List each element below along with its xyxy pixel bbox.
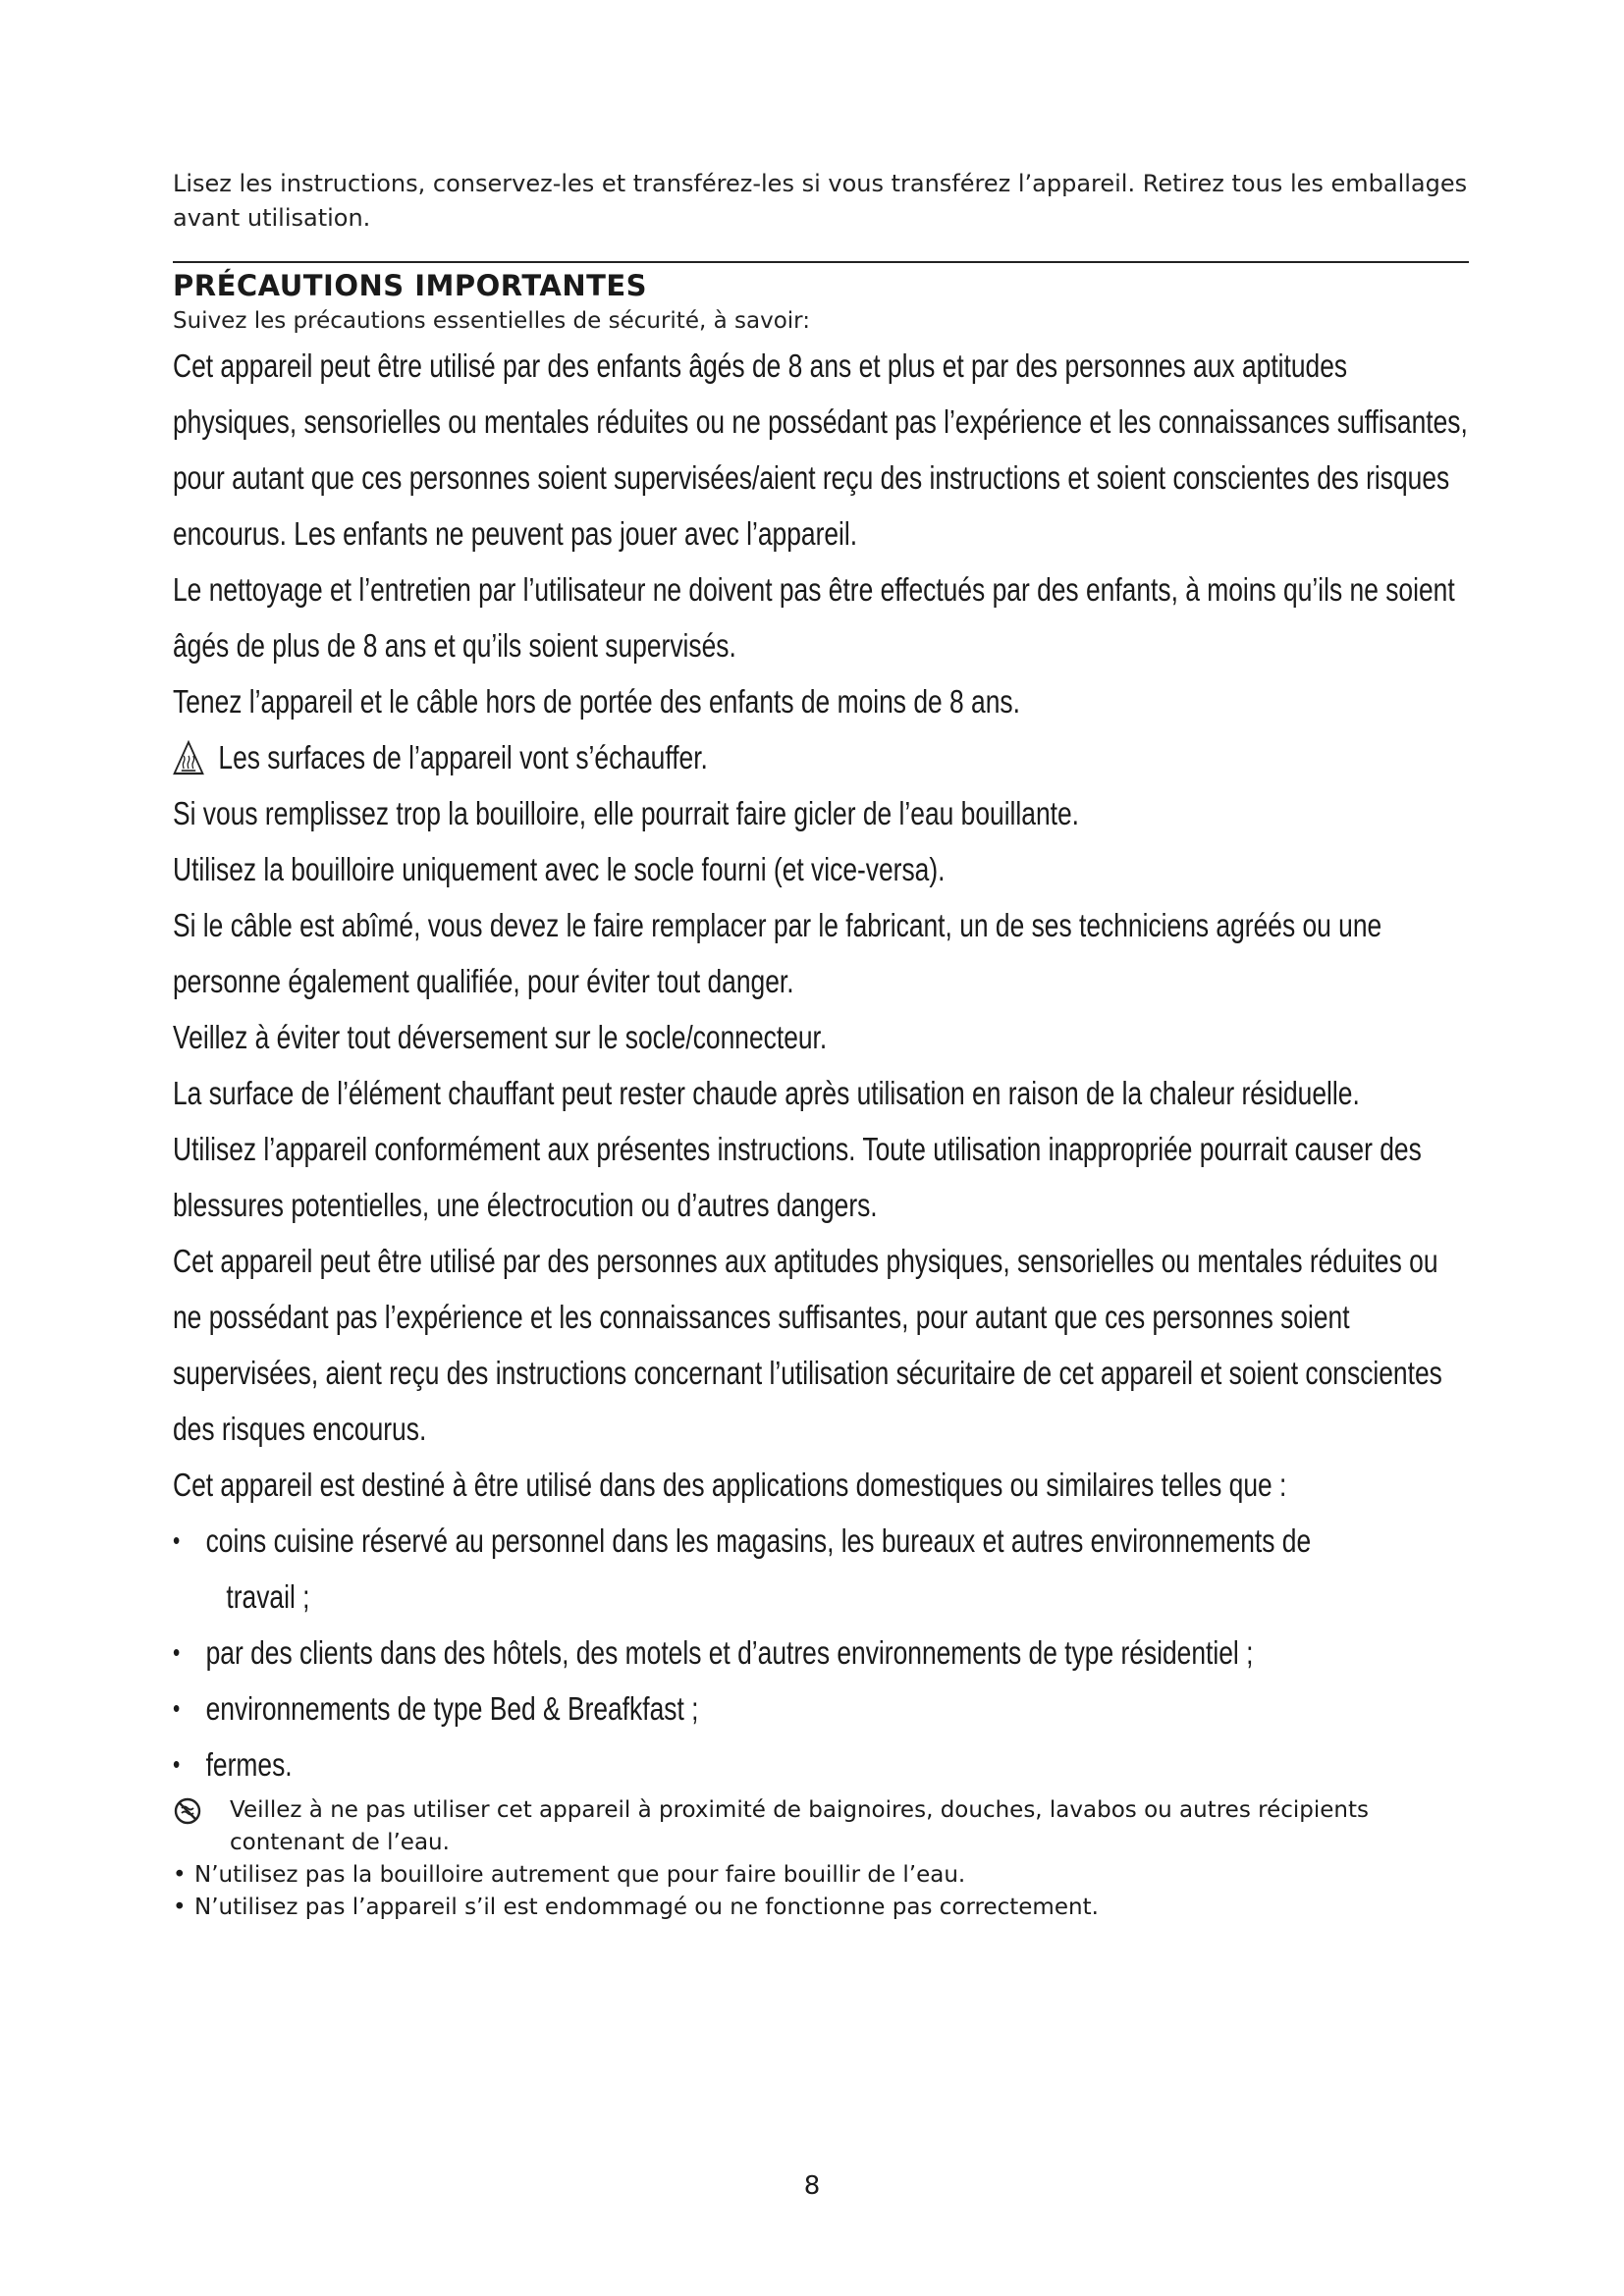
list-item	[173, 1625, 1469, 1681]
no-water-text-line2: contenant de l’eau.	[230, 1830, 450, 1855]
no-water-text-line1: Veillez à ne pas utiliser cet appareil à proximité de baignoires, douches, lavabos ou autres récipients	[230, 1797, 1369, 1823]
bullet-text: N’utilisez pas l’appareil s’il est endommagé ou ne fonctionne pas correctement.	[194, 1895, 1099, 1920]
paragraph-residual-heat: La surface de l’élément chauffant peut rester chaude après utilisation en raison de la chaleur résiduelle.	[173, 1075, 1360, 1111]
section-subheading: Suivez les précautions essentielles de sécurité, à savoir:	[173, 308, 810, 334]
bullet-icon: •	[173, 1525, 181, 1555]
no-water-text	[230, 1794, 1369, 1859]
paragraph-hot-surfaces	[173, 729, 1469, 785]
no-water-immersion-icon	[173, 1796, 202, 1826]
safety-text	[173, 334, 1469, 1792]
paragraph-keep-away: Tenez l’appareil et le câble hors de portée des enfants de moins de 8 ans.	[173, 683, 1020, 720]
manual-page	[173, 167, 1469, 1924]
bullet-icon: •	[173, 1862, 187, 1888]
list-item	[173, 1513, 1469, 1569]
paragraph-instructions: Utilisez l’appareil conformément aux présentes instructions. Toute utilisation inappropriée pourrait causer des blessures potentielles, une électrocution ou d’autres dangers.	[173, 1131, 1422, 1223]
section-divider	[173, 261, 1469, 263]
bullet-text: par des clients dans des hôtels, des motels et d’autres environnements de type résidentiel ;	[205, 1634, 1254, 1671]
bullet-icon: •	[173, 1637, 181, 1667]
hot-surface-warning-icon	[173, 740, 204, 775]
list-item	[173, 1736, 1469, 1792]
no-water-icon-cell	[173, 1794, 230, 1859]
paragraph-children-usage: Cet appareil peut être utilisé par des enfants âgés de 8 ans et plus et par des personnes aux aptitudes physiques, sensorielles ou mentales réduites ou ne possédant pas l’expérience et les connaissances suffisantes, pour autant que ces personnes soient supervisées/aient reçu des instructions et soient conscientes des risques encourus. Les enfants ne peuvent pas jouer avec l’appareil.	[173, 347, 1468, 552]
paragraph-intended-use: Cet appareil est destiné à être utilisé dans des applications domestiques ou similaires telles que :	[173, 1467, 1287, 1503]
paragraph-reduced-capabilities: Cet appareil peut être utilisé par des personnes aux aptitudes physiques, sensorielles ou mentales réduites ou ne possédant pas l’expérience et les connaissances suffisantes, pour autant que ces personnes soient supervisées, aient reçu des instructions concernant l’utilisation sécuritaire de cet appareil et soient conscientes des risques encourus.	[173, 1243, 1442, 1447]
bullet-text: fermes.	[205, 1746, 293, 1783]
list-item	[173, 1859, 1479, 1892]
page-number: 8	[803, 2171, 821, 2201]
bullet-icon: •	[173, 1749, 181, 1779]
bullet-text: environnements de type Bed & Breafkfast ;	[205, 1690, 699, 1727]
additional-warnings	[173, 1794, 1479, 1924]
bullet-text: N’utilisez pas la bouilloire autrement que pour faire bouillir de l’eau.	[194, 1862, 966, 1888]
paragraph-cable: Si le câble est abîmé, vous devez le faire remplacer par le fabricant, un de ses techniciens agréés ou une personne également qualifiée, pour éviter tout danger.	[173, 907, 1382, 999]
paragraph-overfill: Si vous remplissez trop la bouilloire, elle pourrait faire gicler de l’eau bouillante.	[173, 795, 1080, 831]
section-heading: PRÉCAUTIONS IMPORTANTES	[173, 269, 648, 302]
no-water-warning	[173, 1794, 1479, 1859]
intro-text: Lisez les instructions, conservez-les et transférez-les si vous transférez l’appareil. Retirez tous les emballages avant utilisation.	[173, 170, 1468, 232]
hot-surfaces-text: Les surfaces de l’appareil vont s’échauffer.	[218, 739, 708, 775]
bullet-icon: •	[173, 1895, 187, 1920]
bullet-continuation: travail ;	[226, 1578, 310, 1615]
list-item	[173, 1681, 1469, 1736]
bullet-icon: •	[173, 1693, 181, 1723]
list-item	[173, 1892, 1479, 1924]
paragraph-spill: Veillez à éviter tout déversement sur le socle/connecteur.	[173, 1019, 828, 1055]
paragraph-cleaning: Le nettoyage et l’entretien par l’utilisateur ne doivent pas être effectués par des enfants, à moins qu’ils ne soient âgés de plus de 8 ans et qu’ils soient supervisés.	[173, 571, 1455, 664]
bullet-text: coins cuisine réservé au personnel dans les magasins, les bureaux et autres environnements de	[205, 1522, 1312, 1559]
paragraph-base: Utilisez la bouilloire uniquement avec le socle fourni (et vice-versa).	[173, 851, 946, 887]
